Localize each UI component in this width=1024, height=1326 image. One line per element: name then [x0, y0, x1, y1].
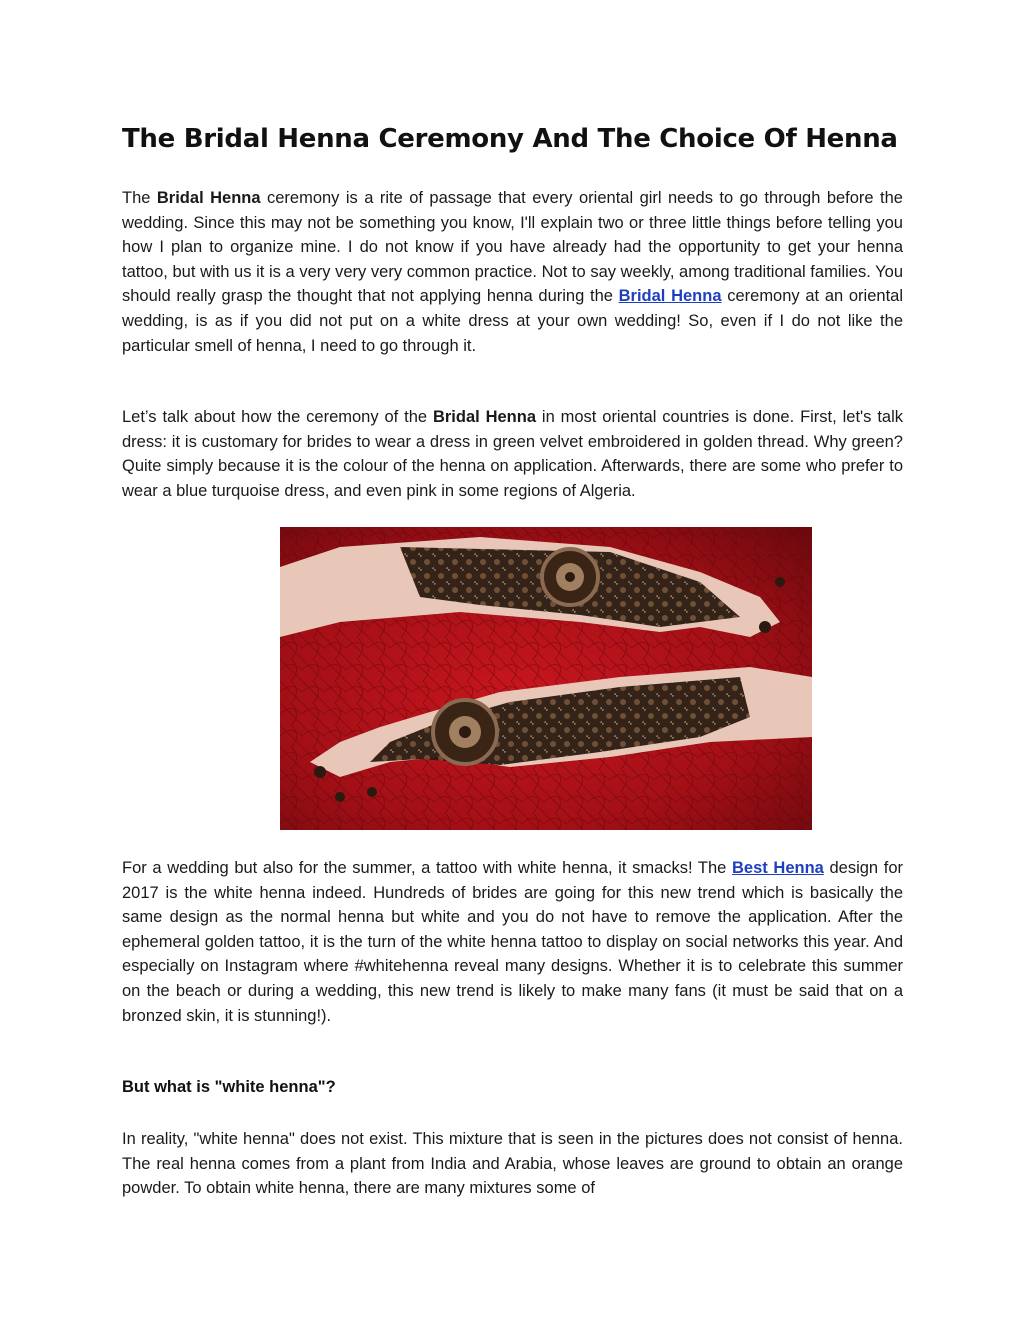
p2-text-1: Let’s talk about how the ceremony of the	[122, 408, 433, 426]
p3-text-1: For a wedding but also for the summer, a tattoo with white henna, it smacks! The	[122, 859, 732, 877]
page-title: The Bridal Henna Ceremony And The Choice Of Henna	[122, 124, 898, 154]
p1-text-1: The	[122, 189, 157, 207]
paragraph-white-henna	[122, 856, 903, 1028]
p1-bold-term: Bridal Henna	[156, 189, 261, 207]
p2-text-2: in most oriental countries is done. First, let's talk dress: it is customary for brides to wear a dress in green velvet embroidered in golden thread. Why green? Quite simply because it is the colour of the henna on application. Afterwards, there are some who prefer to wear a blue turquoise dress, and even pink in some regions of Algeria.	[122, 408, 903, 500]
section-heading-white-henna: But what is "white henna"?	[122, 1078, 336, 1096]
paragraph-ceremony	[122, 405, 903, 503]
bridal-henna-link[interactable]: Bridal Henna	[618, 287, 722, 306]
p2-bold-term: Bridal Henna	[432, 408, 537, 426]
best-henna-link[interactable]: Best Henna	[732, 859, 824, 877]
paragraph-reality: In reality, "white henna" does not exist. This mixture that is seen in the pictures does not consist of henna. The real henna comes from a plant from India and Arabia, whose leaves are ground to obtain an orange powder. To obtain white henna, there are many mixtures some of	[122, 1130, 903, 1198]
p3-text-2: design for 2017 is the white henna indeed. Hundreds of brides are going for this new trend which is basically the same design as the normal henna but white and you do not have to remove the application. After the ephemeral golden tattoo, it is the turn of the white henna tattoo to display on social networks this year. And especially on Instagram where #whitehenna reveal many designs. Whether it is to celebrate this summer on the beach or during a wedding, this new trend is likely to make many fans (it must be said that on a bronzed skin, it is stunning!).	[122, 859, 904, 1025]
paragraph-intro	[122, 186, 903, 358]
henna-hands-photo	[280, 527, 812, 830]
p1-text-3: ceremony at an oriental wedding, is as if you did not put on a white dress at your own wedding! So, even if I do not like the particular smell of henna, I need to go through it.	[122, 287, 903, 355]
p1-text-2: ceremony is a rite of passage that every oriental girl needs to go through before the wedding. Since this may not be something you know, I'll explain two or three little things before telling you how I plan to organize mine. I do not know if you have already had the opportunity to get your henna tattoo, but with us it is a very very very common practice. Not to say weekly, among traditional families. You should really grasp the thought that not applying henna during the	[122, 189, 903, 306]
